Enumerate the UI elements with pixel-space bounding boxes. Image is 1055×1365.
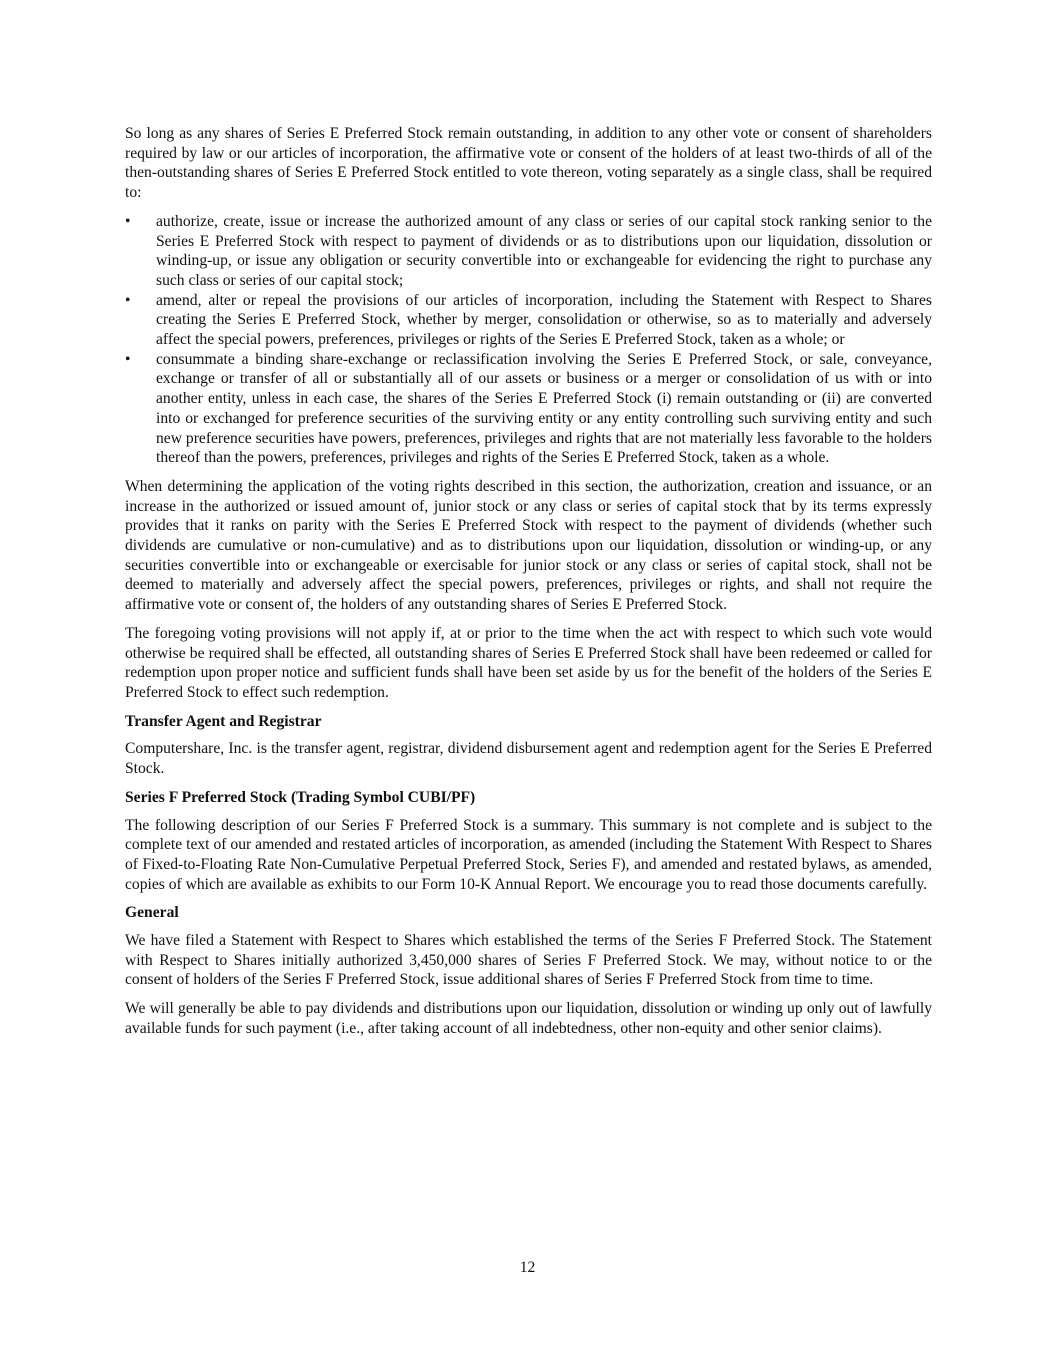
bullet-icon: • [125,350,131,368]
page-number: 12 [519,1259,536,1276]
series-f-paragraph: The following description of our Series F Preferred Stock is a summary. This summary is not complete and is subject to the complete text of our amended and restated articles of incorporation, as amended (including the Statement With Respect to Shares of Fixed-to-Floating Rate Non-Cumulative Perpetual Preferred Stock, Series F), and amended and restated bylaws, as amended, copies of which are available as exhibits to our Form 10-K Annual Report. We encourage you to read those documents carefully. [125,816,932,893]
list-item [125,350,932,468]
list-item [125,291,932,350]
list-item [125,212,932,291]
voting-application-paragraph: When determining the application of the voting rights described in this section, the authorization, creation and issuance, or an increase in the authorized or issued amount of, junior stock or any class or series of capital stock that by its terms expressly provides that it ranks on parity with the Series E Preferred Stock with respect to the payment of dividends (whether such dividends are cumulative or non-cumulative) and as to distributions upon our liquidation, dissolution or winding-up, or any securities convertible into or exchangeable or exercisable for junior stock or any class or series of capital stock, shall not be deemed to materially and adversely affect the special powers, preferences, privileges or rights, and shall not require the affirmative vote or consent of, the holders of any outstanding shares of Series E Preferred Stock. [125,477,932,614]
general-heading: General [125,904,179,922]
voting-requirements-list [125,212,932,468]
series-f-heading: Series F Preferred Stock (Trading Symbol CUBI/PF) [125,788,476,806]
general-paragraph: We will generally be able to pay dividends and distributions upon our liquidation, dissolution or winding up only out of lawfully available funds for such payment (i.e., after taking account of all indebtedness, other non-equity and other senior claims). [125,1000,932,1037]
bullet-icon: • [125,291,131,309]
bullet-icon: • [125,212,131,230]
list-item-text: authorize, create, issue or increase the authorized amount of any class or series of our capital stock ranking senior to the Series E Preferred Stock with respect to payment of dividends or as to distributions upon our liquidation, dissolution or winding-up, or issue any obligation or security convertible into or exchangeable for evidencing the right to purchase any such class or series of our capital stock; [156,212,932,289]
transfer-agent-heading: Transfer Agent and Registrar [125,712,322,730]
foregoing-provisions-paragraph: The foregoing voting provisions will not apply if, at or prior to the time when the act with respect to which such vote would otherwise be required shall be effected, all outstanding shares of Series E Preferred Stock shall have been redeemed or called for redemption upon proper notice and sufficient funds shall have been set aside by us for the benefit of the holders of the Series E Preferred Stock to effect such redemption. [125,624,932,701]
general-paragraph: We have filed a Statement with Respect to Shares which established the terms of the Series F Preferred Stock. The Statement with Respect to Shares initially authorized 3,450,000 shares of Series F Preferred Stock. We may, without notice to or the consent of holders of the Series F Preferred Stock, issue additional shares of Series F Preferred Stock from time to time. [125,932,932,989]
transfer-agent-paragraph: Computershare, Inc. is the transfer agent, registrar, dividend disbursement agent and redemption agent for the Series E Preferred Stock. [125,740,932,778]
intro-paragraph: So long as any shares of Series E Preferred Stock remain outstanding, in addition to any other vote or consent of shareholders required by law or our articles of incorporation, the affirmative vote or consent of the holders of at least two-thirds of all of the then-outstanding shares of Series E Preferred Stock entitled to vote thereon, voting separately as a single class, shall be required to: [125,125,932,202]
list-item-text: consummate a binding share-exchange or reclassification involving the Series E Preferred Stock, or sale, conveyance, exchange or transfer of all or substantially all of our assets or business or a merger or consolidation of us with or into another entity, unless in each case, the shares of the Series E Preferred Stock (i) remain outstanding or (ii) are converted into or exchanged for preference securities of the surviving entity or any entity controlling such surviving entity and such new preference securities have powers, preferences, privileges and rights that are not materially less favorable to the holders thereof than the powers, preferences, privileges and rights of the Series E Preferred Stock, taken as a whole. [156,350,932,467]
list-item-text: amend, alter or repeal the provisions of our articles of incorporation, including the Statement with Respect to Shares creating the Series E Preferred Stock, whether by merger, consolidation or otherwise, so as to materially and adversely affect the special powers, preferences, privileges or rights of the Series E Preferred Stock, taken as a whole; or [156,291,932,349]
document-page [125,124,932,1048]
